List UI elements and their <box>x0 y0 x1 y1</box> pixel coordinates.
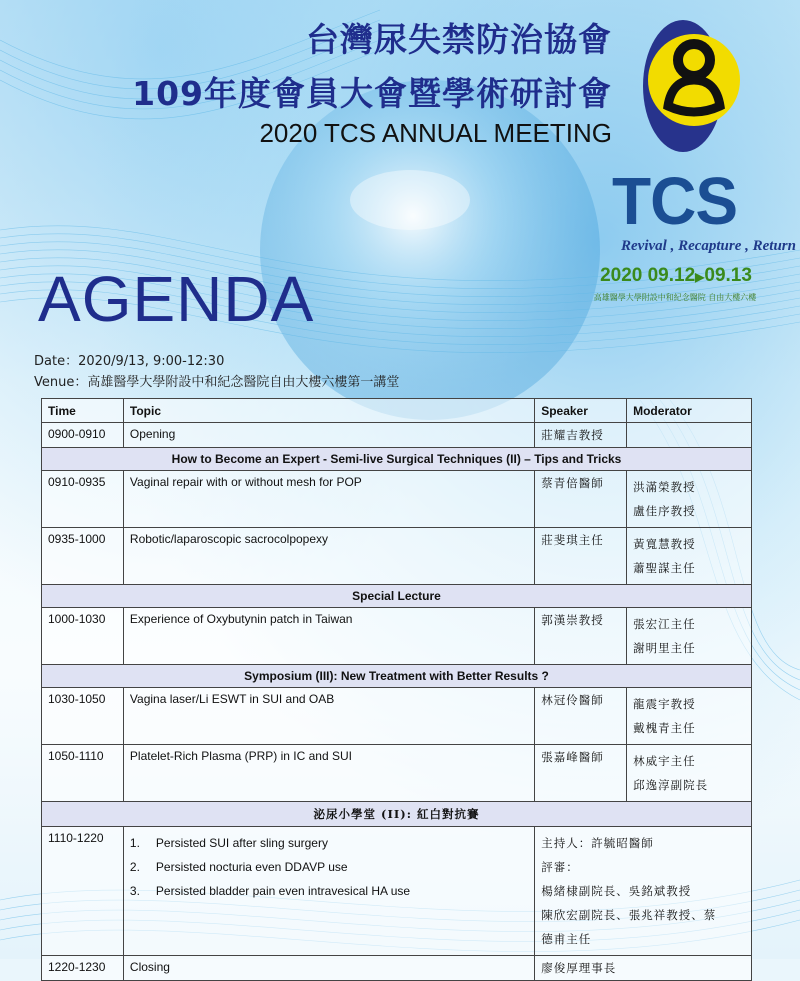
cell-panel <box>535 827 752 956</box>
table-row <box>42 608 752 665</box>
agenda-table <box>41 398 752 981</box>
cell-speaker: 張嘉峰醫師 <box>535 745 627 802</box>
moderator-name: 邱逸淳副院長 <box>633 778 709 792</box>
table-row <box>42 745 752 802</box>
item-number: 1. <box>129 836 140 850</box>
list-item <box>130 831 528 855</box>
header-topic: Topic <box>123 399 534 423</box>
section-title: Special Lecture <box>42 585 752 608</box>
section-title: Symposium (III): New Treatment with Better Results ? <box>42 665 752 688</box>
cell-topic: Opening <box>123 423 534 448</box>
cell-topic: Closing <box>123 956 534 981</box>
cell-time: 1220-1230 <box>42 956 124 981</box>
event-dates <box>578 265 774 287</box>
venue-small: 高雄醫學大學附設中和紀念醫院 自由大樓六樓 <box>593 293 757 302</box>
list-item <box>130 855 528 879</box>
section-row <box>42 665 752 688</box>
table-row <box>42 471 752 528</box>
cell-speaker: 蔡青倍醫師 <box>535 471 627 528</box>
venue-line: Venue：高雄醫學大學附設中和紀念醫院自由大樓六樓第一講堂 <box>34 375 400 390</box>
cell-time: 0910-0935 <box>42 471 124 528</box>
item-text: Persisted SUI after sling surgery <box>155 836 328 850</box>
question-list <box>130 831 528 903</box>
cell-topic: Vagina laser/Li ESWT in SUI and OAB <box>123 688 534 745</box>
agenda-heading: AGENDA <box>38 263 315 335</box>
panel-line: 主持人：許毓昭醫師 <box>541 836 654 850</box>
cell-time: 1000-1030 <box>42 608 124 665</box>
cell-topic: Vaginal repair with or without mesh for POP <box>123 471 534 528</box>
panel-line: 德甫主任 <box>541 932 592 946</box>
item-number: 3. <box>129 884 140 898</box>
table-row <box>42 423 752 448</box>
cell-time: 0900-0910 <box>42 423 124 448</box>
cell-moderator <box>627 608 752 665</box>
item-text: Persisted bladder pain even intravesical HA use <box>155 884 411 898</box>
list-item <box>130 879 528 903</box>
cell-speaker: 莊耀吉教授 <box>535 423 627 448</box>
title-chinese-line-2: 109年度會員大會暨學術研討會 <box>132 74 612 113</box>
header-moderator: Moderator <box>627 399 752 423</box>
table-row <box>42 688 752 745</box>
slogan: Revival , Recapture , Return <box>621 238 796 254</box>
cell-moderator <box>627 528 752 585</box>
title-english: 2020 TCS ANNUAL MEETING <box>259 118 612 148</box>
panel-line: 陳欣宏副院長、張兆祥教授、蔡 <box>541 908 717 922</box>
cell-topic: Robotic/laparoscopic sacrocolpopexy <box>123 528 534 585</box>
moderator-name: 林威宇主任 <box>633 754 696 768</box>
header-time: Time <box>42 399 124 423</box>
moderator-name: 龍震宇教授 <box>633 697 696 711</box>
section-row <box>42 585 752 608</box>
cell-moderator <box>627 423 752 448</box>
cell-speaker: 莊斐琪主任 <box>535 528 627 585</box>
item-text: Persisted nocturia even DDAVP use <box>155 860 348 874</box>
header-speaker: Speaker <box>535 399 627 423</box>
section-row <box>42 448 752 471</box>
moderator-name: 黃寬慧教授 <box>633 537 696 551</box>
association-logo <box>628 14 744 154</box>
title-chinese-line-1: 台灣尿失禁防治協會 <box>306 20 612 59</box>
table-row <box>42 827 752 956</box>
cell-moderator <box>627 745 752 802</box>
moderator-name: 蕭聖謀主任 <box>633 561 696 575</box>
cell-topic: Experience of Oxybutynin patch in Taiwan <box>123 608 534 665</box>
date-line: Date：2020/9/13, 9:00-12:30 <box>34 354 225 369</box>
tcs-brand: TCS <box>612 163 737 239</box>
date-start: 2020 09.12 <box>600 265 696 286</box>
cell-moderator <box>627 688 752 745</box>
cell-time: 1110-1220 <box>42 827 124 956</box>
moderator-name: 戴槐青主任 <box>633 721 696 735</box>
cell-speaker: 廖俊厚理事長 <box>535 956 752 981</box>
moderator-name: 盧佳序教授 <box>633 504 696 518</box>
cell-time: 0935-1000 <box>42 528 124 585</box>
section-title: 泌尿小學堂 (II): 紅白對抗賽 <box>42 802 752 827</box>
moderator-name: 張宏江主任 <box>633 617 696 631</box>
cell-moderator <box>627 471 752 528</box>
table-row <box>42 956 752 981</box>
cell-time: 1030-1050 <box>42 688 124 745</box>
moderator-name: 謝明里主任 <box>633 641 696 655</box>
section-title: How to Become an Expert - Semi-live Surgical Techniques (II) – Tips and Tricks <box>42 448 752 471</box>
item-number: 2. <box>129 860 140 874</box>
table-row <box>42 528 752 585</box>
panel-line: 楊緒棣副院長、吳銘斌教授 <box>541 884 692 898</box>
cell-topic: Platelet-Rich Plasma (PRP) in IC and SUI <box>123 745 534 802</box>
section-row <box>42 802 752 827</box>
panel-line: 評審： <box>541 860 579 874</box>
cell-topic <box>123 827 534 956</box>
arrow-right-icon: ▶ <box>695 270 705 284</box>
date-end: 09.13 <box>704 265 752 286</box>
table-header-row <box>42 399 752 423</box>
moderator-name: 洪滿榮教授 <box>633 480 696 494</box>
cell-speaker: 林冠伶醫師 <box>535 688 627 745</box>
cell-speaker: 郭漢崇教授 <box>535 608 627 665</box>
cell-time: 1050-1110 <box>42 745 124 802</box>
